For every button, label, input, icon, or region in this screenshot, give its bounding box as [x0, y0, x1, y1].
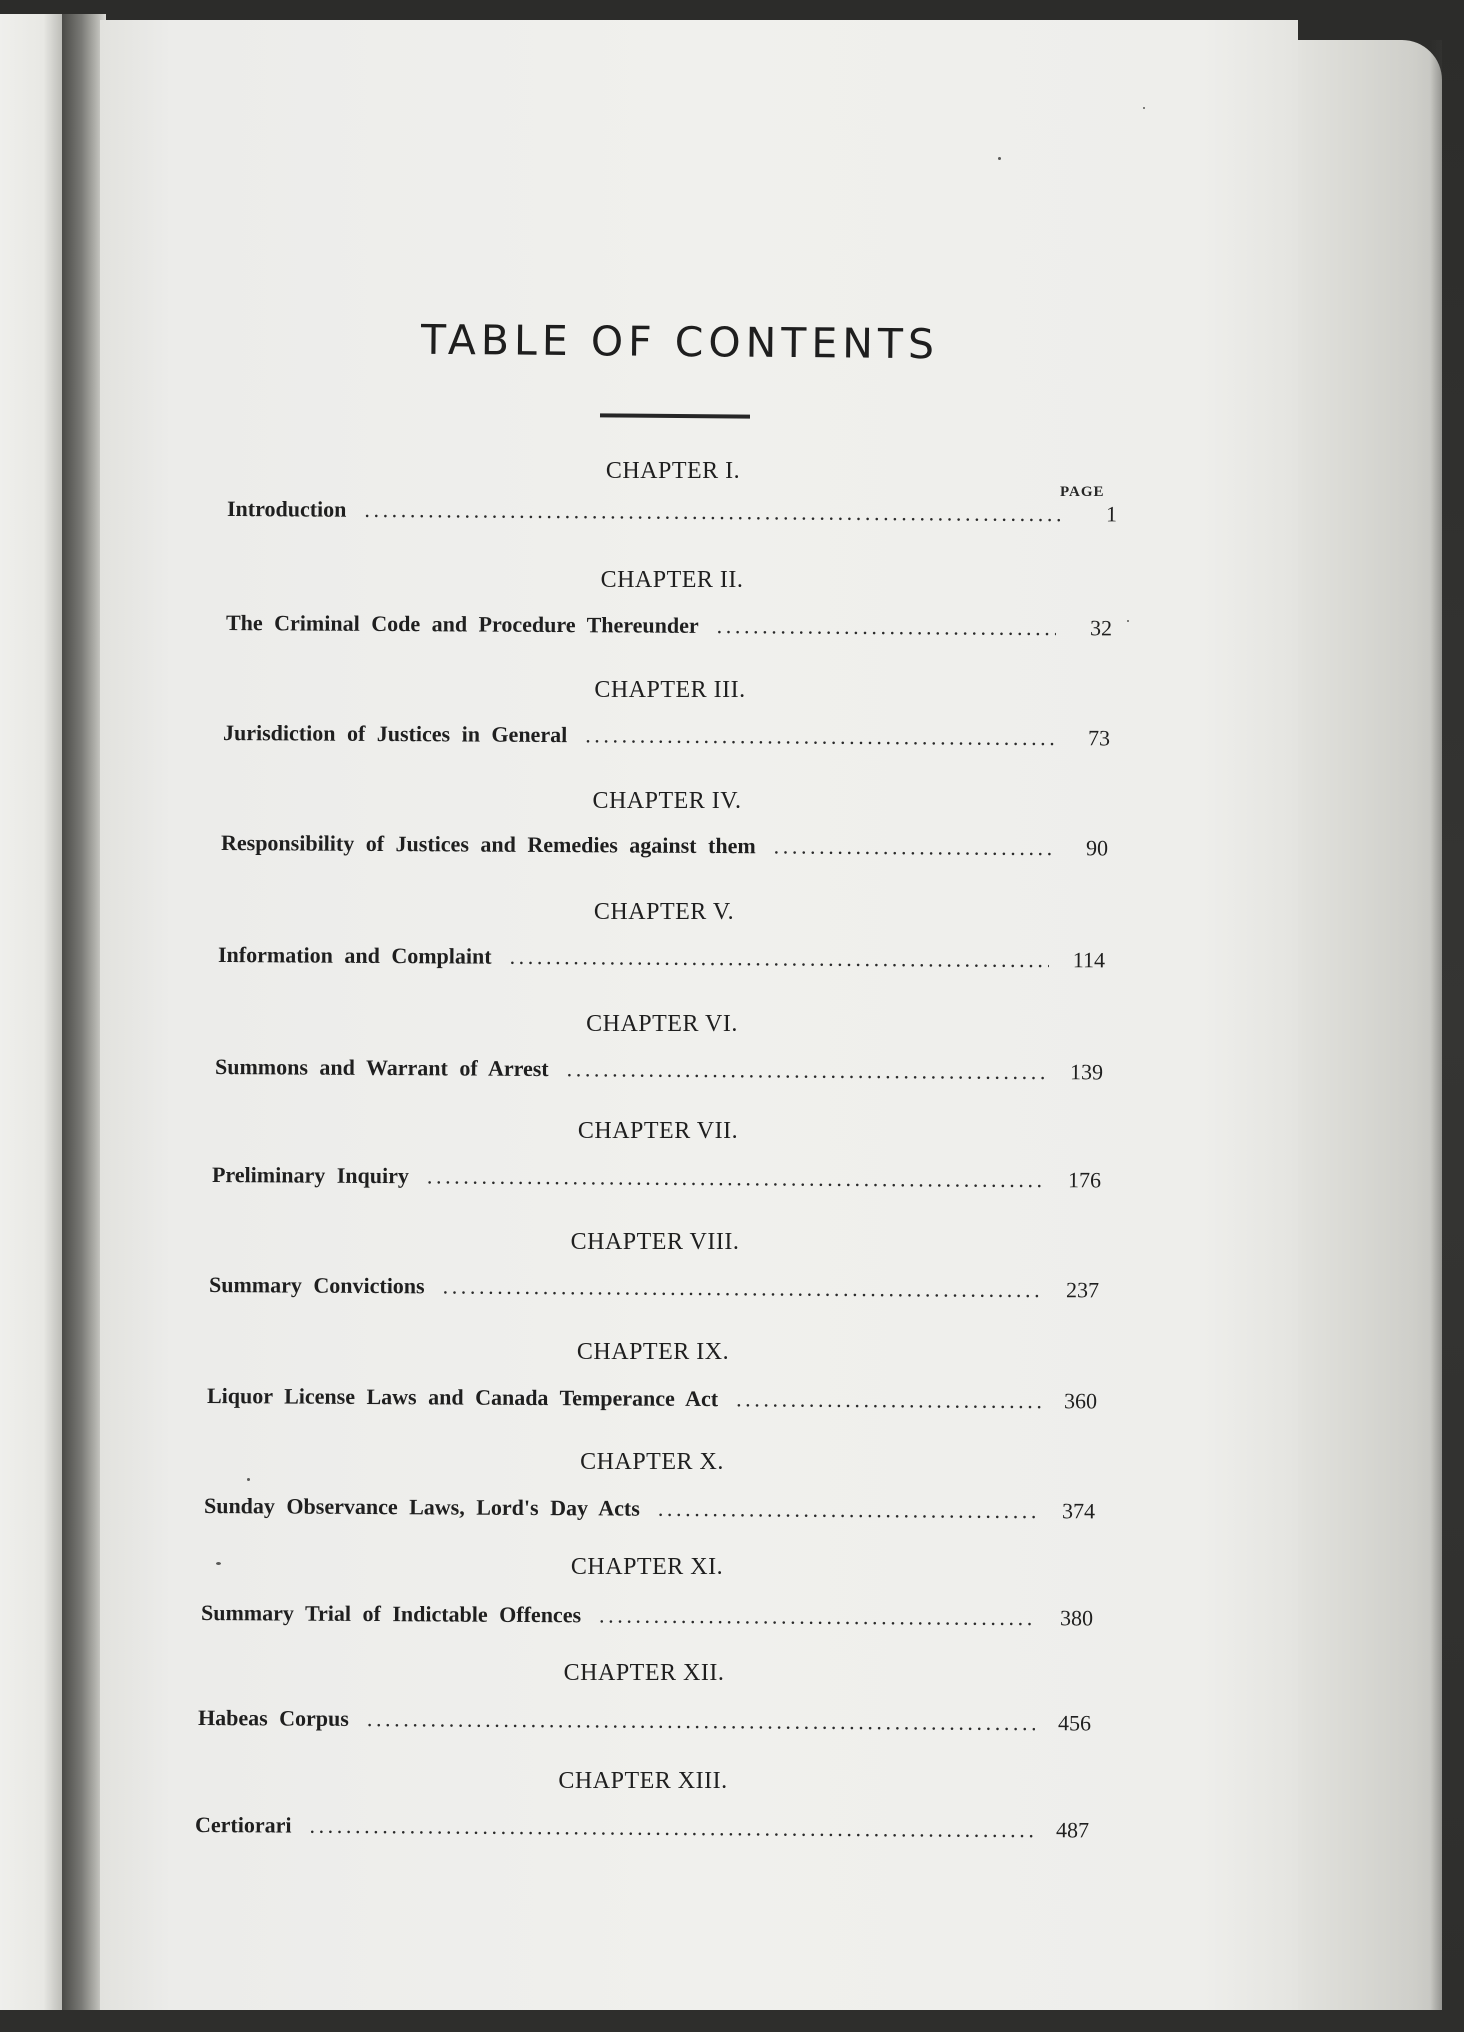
toc-entry[interactable] [207, 1383, 1097, 1422]
entry-title: Sunday Observance Laws, Lord's Day Acts [203, 1493, 640, 1521]
chapter-heading: CHAPTER VI. [586, 1011, 738, 1037]
chapter-heading: CHAPTER IV. [592, 788, 742, 814]
chapter-heading: CHAPTER V. [593, 899, 735, 925]
entry-page-number: 114 [1072, 947, 1106, 973]
entry-page-number: 380 [1059, 1605, 1094, 1631]
entry-title: Responsibility of Justices and Remedies against them [220, 830, 756, 859]
dot-leader [510, 944, 1050, 973]
dot-leader [658, 1496, 1039, 1524]
entry-title: Summary Trial of Indictable Offences [200, 1600, 582, 1628]
toc-entry[interactable] [215, 1054, 1103, 1093]
chapter-heading: CHAPTER IX. [576, 1339, 730, 1365]
toc-entry[interactable] [198, 1705, 1091, 1744]
entry-title: Summons and Warrant of Arrest [214, 1054, 549, 1082]
toc-entry[interactable] [226, 610, 1112, 649]
entry-page-number: 456 [1057, 1710, 1092, 1736]
toc-entry[interactable] [218, 942, 1105, 981]
entry-page-number: 90 [1085, 835, 1109, 861]
page-title: TABLE OF CONTENTS [420, 315, 940, 369]
entry-page-number: 237 [1065, 1277, 1100, 1303]
dot-leader [364, 497, 1061, 527]
entry-page-number: 73 [1087, 725, 1111, 751]
toc-entry[interactable] [227, 496, 1117, 535]
dot-leader [774, 833, 1052, 861]
toc-entry[interactable] [204, 1493, 1095, 1532]
dot-leader [599, 1602, 1037, 1631]
entry-page-number: 374 [1061, 1498, 1096, 1524]
dot-leader [443, 1273, 1044, 1303]
dot-leader [309, 1813, 1033, 1843]
entry-page-number: 1 [1105, 501, 1118, 527]
entry-title: Jurisdiction of Justices in General [222, 720, 568, 748]
dot-leader [367, 1706, 1035, 1736]
chapter-heading: CHAPTER III. [594, 677, 746, 703]
entry-title: Information and Complaint [217, 942, 492, 969]
entry-title: The Criminal Code and Procedure Thereunder [225, 610, 699, 638]
dot-leader [585, 722, 1054, 751]
chapter-heading: CHAPTER II. [600, 567, 744, 593]
toc-entry[interactable] [195, 1812, 1089, 1851]
entry-title: Introduction [226, 496, 347, 522]
page-column-label: PAGE [1060, 484, 1105, 500]
entry-title: Summary Convictions [208, 1272, 425, 1299]
entry-title: Preliminary Inquiry [211, 1162, 409, 1189]
dot-leader [736, 1386, 1041, 1414]
chapter-heading: CHAPTER XIII. [558, 1768, 728, 1794]
chapter-heading: CHAPTER VIII. [570, 1229, 740, 1255]
entry-title: Habeas Corpus [197, 1705, 349, 1731]
chapter-heading: CHAPTER XII. [563, 1660, 725, 1686]
entry-page-number: 487 [1055, 1817, 1090, 1843]
chapter-heading: CHAPTER VII. [577, 1118, 739, 1144]
toc-entry[interactable] [201, 1600, 1093, 1639]
chapter-heading: CHAPTER I. [605, 458, 741, 484]
entry-page-number: 139 [1069, 1059, 1104, 1085]
dot-leader [567, 1056, 1047, 1085]
toc-entry[interactable] [221, 830, 1108, 869]
chapter-heading: CHAPTER XI. [570, 1554, 724, 1580]
dot-leader [427, 1163, 1045, 1193]
dot-leader [717, 613, 1056, 641]
entry-page-number: 360 [1063, 1388, 1098, 1414]
entry-title: Certiorari [194, 1812, 292, 1838]
entry-page-number: 176 [1067, 1167, 1102, 1193]
toc-entry[interactable] [209, 1272, 1099, 1311]
toc-entry[interactable] [212, 1162, 1101, 1201]
chapter-heading: CHAPTER X. [580, 1449, 724, 1475]
entry-page-number: 32 [1089, 615, 1113, 641]
toc-entry[interactable] [223, 720, 1110, 759]
entry-title: Liquor License Laws and Canada Temperance Act [206, 1383, 719, 1412]
